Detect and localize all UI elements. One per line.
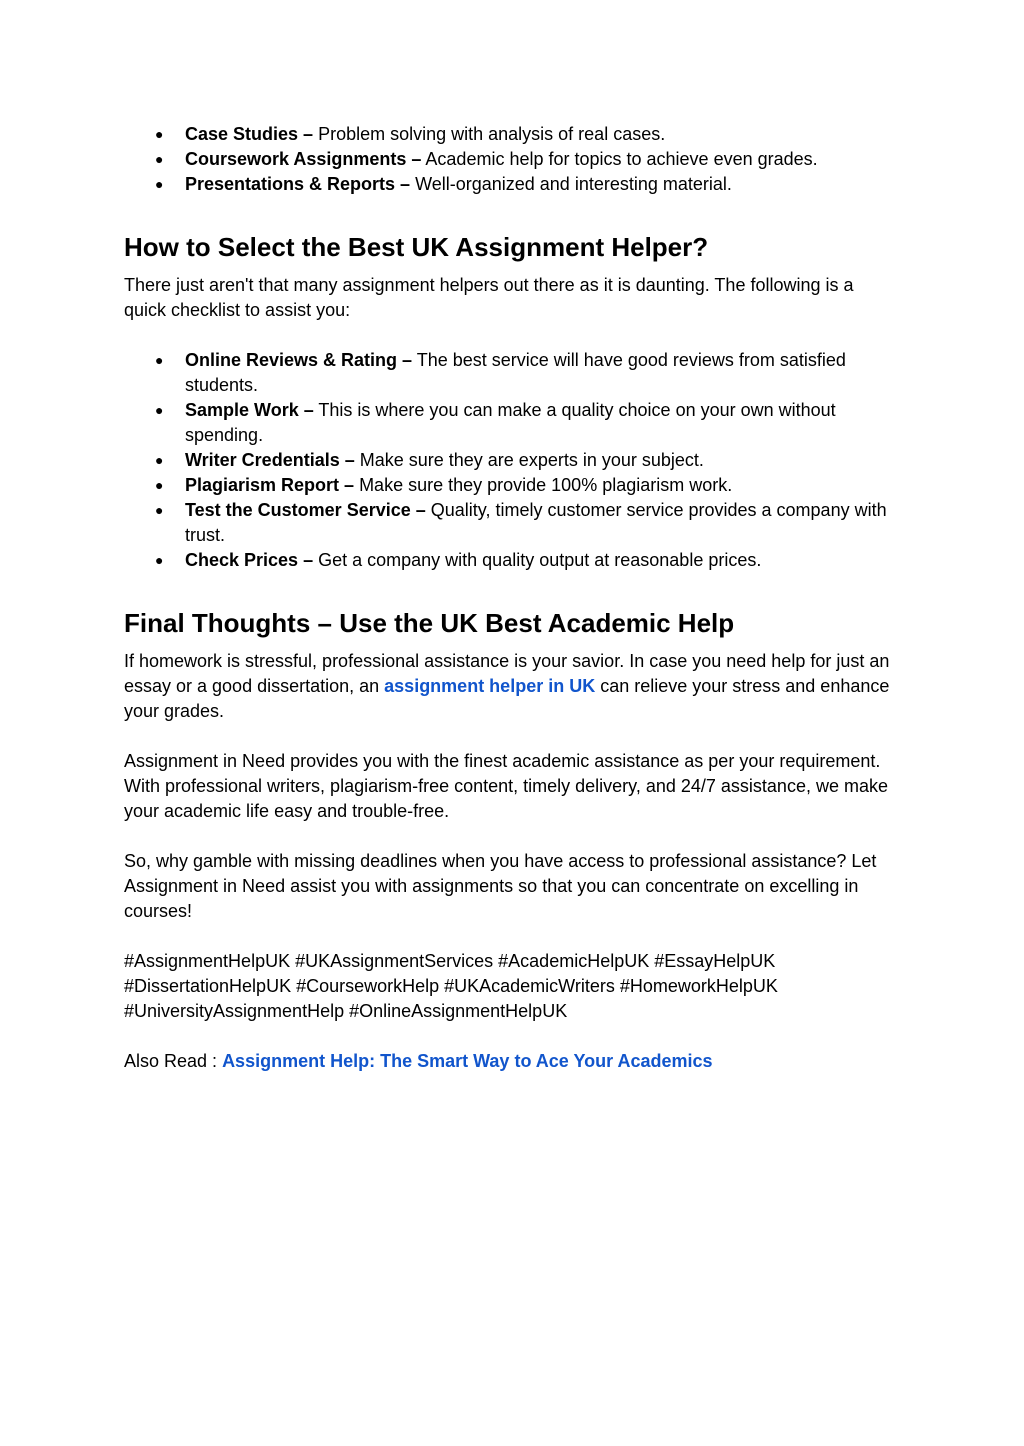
list-item-term: Test the Customer Service –	[185, 500, 426, 520]
list-item-desc: The best service will have good reviews from satisfied students.	[185, 350, 846, 395]
service-type-list	[124, 122, 899, 197]
final-paragraph-3: So, why gamble with missing deadlines when you have access to professional assistance? Let Assignment in Need assist you with assignments so that you can concentrate on excelling in courses!	[124, 851, 877, 921]
section-select-intro: There just aren't that many assignment helpers out there as it is daunting. The following is a quick checklist to assist you:	[124, 275, 854, 320]
section-heading-select: How to Select the Best UK Assignment Helper?	[124, 232, 709, 262]
list-item	[155, 398, 899, 448]
list-item-term: Online Reviews & Rating –	[185, 350, 413, 370]
list-item	[155, 348, 899, 398]
bullet-icon: ●	[155, 477, 164, 493]
also-read-label: Also Read :	[124, 1051, 223, 1071]
final-paragraph-2: Assignment in Need provides you with the finest academic assistance as per your requirement. With professional writers, plagiarism-free content, timely delivery, and 24/7 assistance, we make your academic life easy and trouble-free.	[124, 751, 888, 821]
list-item-desc: Make sure they are experts in your subject.	[354, 450, 704, 470]
list-item	[155, 448, 899, 473]
list-item-term: Case Studies –	[185, 124, 314, 144]
final-p1-text-end: can relieve your stress and enhance your grades.	[124, 676, 890, 721]
list-item	[155, 548, 899, 573]
section-heading-final: Final Thoughts – Use the UK Best Academic Help	[124, 608, 735, 638]
bullet-icon: ●	[155, 352, 164, 368]
bullet-icon: ●	[155, 151, 164, 167]
bullet-icon: ●	[155, 402, 164, 418]
list-item-term: Presentations & Reports –	[185, 174, 411, 194]
bullet-icon: ●	[155, 552, 164, 568]
list-item-term: Writer Credentials –	[185, 450, 355, 470]
list-item-desc: Get a company with quality output at reasonable prices.	[313, 550, 762, 570]
bullet-icon: ●	[155, 452, 164, 468]
list-item-term: Plagiarism Report –	[185, 475, 355, 495]
list-item	[155, 498, 899, 548]
list-item-desc: Academic help for topics to achieve even grades.	[421, 149, 818, 169]
also-read-link[interactable]: Assignment Help: The Smart Way to Ace Your Academics	[222, 1051, 713, 1071]
list-item-term: Coursework Assignments –	[185, 149, 422, 169]
list-item-desc: This is where you can make a quality choice on your own without spending.	[185, 400, 836, 445]
bullet-icon: ●	[155, 126, 164, 142]
document-content	[124, 122, 899, 1074]
list-item-desc: Problem solving with analysis of real cases.	[313, 124, 666, 144]
list-item	[155, 122, 899, 147]
checklist	[124, 348, 899, 573]
list-item	[155, 473, 899, 498]
list-item	[155, 147, 899, 172]
list-item-desc: Well-organized and interesting material.	[410, 174, 732, 194]
list-item-desc: Make sure they provide 100% plagiarism work.	[354, 475, 733, 495]
final-paragraph-1	[124, 649, 899, 724]
list-item-term: Sample Work –	[185, 400, 314, 420]
final-p1-text: If homework is stressful, professional assistance is your savior. In case you need help for just an essay or a good dissertation, an	[124, 651, 890, 696]
also-read	[124, 1049, 899, 1074]
list-item	[155, 172, 899, 197]
bullet-icon: ●	[155, 502, 164, 518]
bullet-icon: ●	[155, 176, 164, 192]
list-item-term: Check Prices –	[185, 550, 314, 570]
assignment-helper-link[interactable]: assignment helper in UK	[384, 676, 596, 696]
hashtags: #AssignmentHelpUK #UKAssignmentServices #AcademicHelpUK #EssayHelpUK #DissertationHelpUK #CourseworkHelp #UKAcademicWriters #HomeworkHelpUK #UniversityAssignmentHelp #OnlineAssignmentHelpUK	[124, 951, 778, 1021]
list-item-desc: Quality, timely customer service provides a company with trust.	[185, 500, 887, 545]
